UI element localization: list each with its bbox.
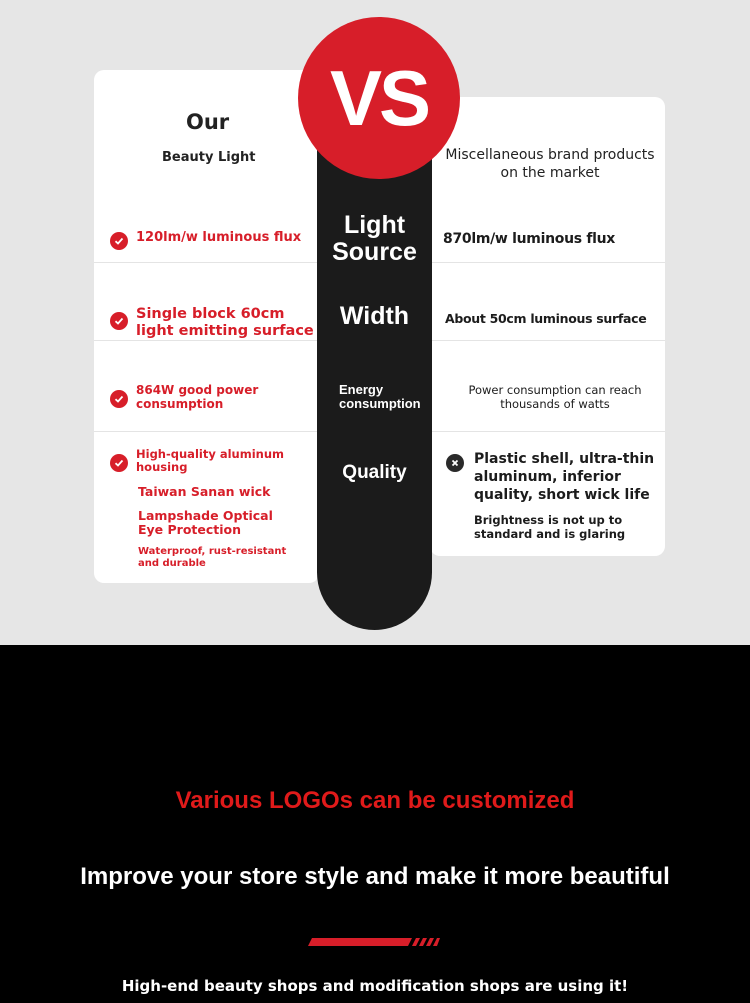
our-energy xyxy=(110,384,315,412)
label-line: Energy xyxy=(339,382,384,397)
row-divider xyxy=(430,340,665,341)
check-circle-icon xyxy=(110,454,128,472)
market-header: Miscellaneous brand products on the market xyxy=(445,147,655,182)
our-quality-item: Waterproof, rust-resistant and durable xyxy=(138,546,287,569)
our-width-text: Single block 60cm light emitting surface xyxy=(136,306,314,339)
x-circle-icon xyxy=(446,454,464,472)
check-circle-icon xyxy=(110,390,128,408)
our-light-source-text: 120lm/w luminous flux xyxy=(136,230,302,245)
our-quality-item: High-quality aluminum housing xyxy=(136,447,284,475)
row-divider xyxy=(430,262,665,263)
our-light-source xyxy=(110,231,315,250)
our-quality xyxy=(110,448,315,474)
our-quality-item: Taiwan Sanan wick xyxy=(138,484,271,499)
our-energy-text: 864W good power consumption xyxy=(136,383,259,411)
row-divider xyxy=(94,262,319,263)
check-circle-icon xyxy=(110,232,128,250)
row-divider xyxy=(94,340,319,341)
label-energy xyxy=(317,383,432,411)
promo-section xyxy=(0,645,750,1003)
row-divider xyxy=(430,431,665,432)
our-header-title: Our xyxy=(186,110,230,134)
vs-badge: VS xyxy=(298,17,460,179)
market-energy: Power consumption can reach thousands of watts xyxy=(468,383,642,411)
logo-customization-text: Various LOGOs can be customized xyxy=(175,787,575,814)
market-quality-item: Plastic shell, ultra-thin aluminum, inferior quality, short wick life xyxy=(474,451,655,503)
label-line: Source xyxy=(332,238,417,266)
market-quality-item: Brightness is not up to standard and is glaring xyxy=(474,513,626,541)
label-light-source xyxy=(317,212,432,266)
label-line: Light xyxy=(343,211,406,239)
improve-style-text: Improve your store style and make it more beautiful xyxy=(80,863,670,890)
market-width: About 50cm luminous surface xyxy=(445,311,647,326)
label-width: Width xyxy=(339,302,410,330)
label-line: consumption xyxy=(339,396,421,412)
our-header xyxy=(162,110,312,165)
row-divider xyxy=(94,431,319,432)
our-width xyxy=(110,306,315,339)
footer-text: High-end beauty shops and modification shops are using it! xyxy=(121,977,629,995)
accent-stripe-icon xyxy=(308,938,440,946)
our-header-subtitle: Beauty Light xyxy=(162,150,256,165)
market-light-source: 870lm/w luminous flux xyxy=(443,231,616,247)
label-quality: Quality xyxy=(342,462,407,483)
check-circle-icon xyxy=(110,312,128,330)
our-quality-item: Lampshade Optical Eye Protection xyxy=(138,508,273,538)
